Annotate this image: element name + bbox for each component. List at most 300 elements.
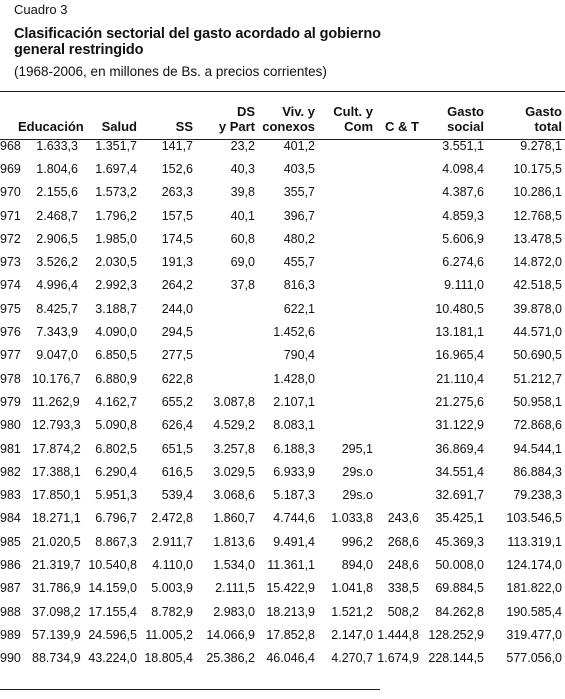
table-cell: 2.911,7 bbox=[152, 534, 193, 549]
row-year: 987 bbox=[0, 581, 21, 596]
column-header-line1: C & T bbox=[385, 119, 419, 134]
table-cell bbox=[0, 507, 86, 530]
table-cell: 4.098,4 bbox=[442, 161, 484, 176]
table-cell: 243,6 bbox=[387, 511, 419, 526]
table-cell bbox=[0, 414, 86, 437]
table-cell: 1.033,8 bbox=[331, 511, 373, 526]
table-cell: 11.005,2 bbox=[145, 627, 193, 642]
table-cell: 29s.o bbox=[342, 488, 373, 503]
table-cell: 124.174,0 bbox=[506, 557, 562, 572]
table-cell: 152,6 bbox=[161, 161, 193, 176]
table-cell: 4.529,2 bbox=[213, 418, 255, 433]
table-cell bbox=[0, 320, 86, 343]
row-year: 986 bbox=[0, 557, 21, 572]
table-row bbox=[0, 414, 565, 437]
table-cell: 113.319,1 bbox=[507, 534, 562, 549]
table-cell: 190.585,4 bbox=[506, 604, 562, 619]
table-cell bbox=[0, 344, 86, 367]
table-cell: 39.878,0 bbox=[513, 301, 562, 316]
table-cell bbox=[318, 227, 376, 250]
table-row bbox=[0, 623, 565, 646]
table-row bbox=[0, 507, 565, 530]
table-cell bbox=[376, 367, 422, 390]
table-cell: 396,7 bbox=[283, 208, 315, 223]
table-row bbox=[0, 367, 565, 390]
table-cell: 319.477,0 bbox=[506, 627, 562, 642]
table-row bbox=[0, 320, 565, 343]
row-year: 978 bbox=[0, 371, 21, 386]
cell-value: 18.271,1 bbox=[32, 511, 81, 526]
table-cell: 25.386,2 bbox=[206, 651, 255, 666]
table-cell: 539,4 bbox=[161, 488, 193, 503]
table-cell: 13.478,5 bbox=[513, 231, 562, 246]
cell-value: 88.734,9 bbox=[32, 651, 81, 666]
table-cell: 29s.o bbox=[342, 464, 373, 479]
row-year: 985 bbox=[0, 534, 21, 549]
table-cell bbox=[318, 157, 376, 180]
table-cell bbox=[318, 344, 376, 367]
table-row bbox=[0, 577, 565, 600]
table-cell: 622,1 bbox=[283, 301, 315, 316]
table-cell bbox=[0, 157, 86, 180]
table-cell: 6.290,4 bbox=[95, 464, 137, 479]
table-row bbox=[0, 134, 565, 157]
table-cell bbox=[376, 181, 422, 204]
table-cell: 1.444,8 bbox=[377, 627, 419, 642]
table-cell bbox=[318, 320, 376, 343]
table-cell: 34.551,4 bbox=[435, 464, 484, 479]
cell-value: 1.633,3 bbox=[36, 138, 78, 153]
table-cell: 6.796,7 bbox=[95, 511, 137, 526]
table-cell: 228.144,5 bbox=[428, 651, 484, 666]
row-year: 982 bbox=[0, 464, 21, 479]
row-year: 968 bbox=[0, 138, 21, 153]
column-header-line2: Com bbox=[344, 119, 373, 134]
table-cell bbox=[376, 390, 422, 413]
table-row bbox=[0, 647, 565, 670]
table-cell: 6.850,5 bbox=[95, 348, 137, 363]
table-row bbox=[0, 344, 565, 367]
row-year: 975 bbox=[0, 301, 21, 316]
table-cell: 5.951,3 bbox=[95, 488, 137, 503]
table-cell bbox=[0, 274, 86, 297]
table-cell: 14.872,0 bbox=[513, 255, 562, 270]
row-year: 989 bbox=[0, 627, 21, 642]
table-cell: 6.933,9 bbox=[273, 464, 315, 479]
table-row bbox=[0, 530, 565, 553]
table-cell: 3.029,5 bbox=[213, 464, 255, 479]
table-cell: 11.361,1 bbox=[267, 557, 315, 572]
table-cell: 6.880,9 bbox=[95, 371, 137, 386]
table-row bbox=[0, 390, 565, 413]
table-cell bbox=[0, 227, 86, 250]
column-header bbox=[258, 96, 318, 134]
table-cell: 14.066,9 bbox=[206, 627, 255, 642]
row-year: 974 bbox=[0, 278, 21, 293]
table-cell bbox=[318, 134, 376, 157]
column-header-line1: Cult. y bbox=[333, 104, 373, 119]
table-cell bbox=[0, 134, 86, 157]
table-cell: 6.802,5 bbox=[95, 441, 137, 456]
cell-value: 17.874,2 bbox=[32, 441, 81, 456]
table-cell: 32.691,7 bbox=[435, 488, 484, 503]
table-cell: 14.159,0 bbox=[88, 581, 137, 596]
table-row bbox=[0, 483, 565, 506]
row-year: 973 bbox=[0, 255, 21, 270]
row-year: 976 bbox=[0, 325, 21, 340]
table-cell: 616,5 bbox=[161, 464, 193, 479]
table-cell: 9.278,1 bbox=[520, 138, 562, 153]
table-cell: 3.087,8 bbox=[213, 394, 255, 409]
cell-value: 4.996,4 bbox=[36, 278, 78, 293]
cell-value: 17.850,1 bbox=[32, 488, 81, 503]
table-cell: 4.859,3 bbox=[442, 208, 484, 223]
table-cell: 4.270,7 bbox=[331, 651, 373, 666]
table-cell bbox=[376, 344, 422, 367]
table-cell: 338,5 bbox=[387, 581, 419, 596]
row-year: 983 bbox=[0, 488, 21, 503]
table-cell: 50.690,5 bbox=[513, 348, 562, 363]
table-cell: 4.090,0 bbox=[95, 325, 137, 340]
table-cell: 1.985,0 bbox=[95, 231, 137, 246]
table-cell: 1.674,9 bbox=[377, 651, 419, 666]
table-cell: 2.111,5 bbox=[215, 581, 255, 596]
column-header bbox=[376, 96, 422, 134]
table-cell: 35.425,1 bbox=[435, 511, 484, 526]
table-cell: 10.286,1 bbox=[513, 185, 562, 200]
table-cell: 40,3 bbox=[230, 161, 255, 176]
row-year: 984 bbox=[0, 511, 21, 526]
column-header-line1: Viv. y bbox=[282, 104, 315, 119]
table-cell: 577.056,0 bbox=[506, 651, 562, 666]
table-cell bbox=[318, 390, 376, 413]
table-row bbox=[0, 460, 565, 483]
table-cell: 264,2 bbox=[161, 278, 193, 293]
table-row bbox=[0, 600, 565, 623]
cell-value: 10.176,7 bbox=[32, 371, 81, 386]
column-header bbox=[487, 96, 565, 134]
table-cell: 10.540,8 bbox=[88, 557, 137, 572]
table-cell: 13.181,1 bbox=[435, 325, 484, 340]
column-header-line2: conexos bbox=[262, 119, 315, 134]
cell-value: 2.906,5 bbox=[36, 231, 78, 246]
table-cell: 480,2 bbox=[283, 231, 315, 246]
table-cell: 157,5 bbox=[161, 208, 193, 223]
table-cell: 50.958,1 bbox=[513, 394, 562, 409]
table-cell: 24.596,5 bbox=[88, 627, 137, 642]
table-row bbox=[0, 204, 565, 227]
table-cell: 10.175,5 bbox=[513, 161, 562, 176]
table-cell bbox=[196, 344, 258, 367]
table-cell bbox=[376, 297, 422, 320]
cell-value: 11.262,9 bbox=[32, 394, 80, 409]
table-cell: 12.768,5 bbox=[513, 208, 562, 223]
table-cell: 50.008,0 bbox=[435, 557, 484, 572]
table-cell: 894,0 bbox=[341, 557, 373, 572]
column-header-line2: social bbox=[447, 119, 484, 134]
table-title bbox=[14, 26, 381, 58]
table-cell bbox=[0, 460, 86, 483]
table-cell: 21.110,4 bbox=[436, 371, 484, 386]
table-body bbox=[0, 134, 565, 670]
table-cell: 79.238,3 bbox=[513, 488, 562, 503]
table-cell: 1.428,0 bbox=[273, 371, 315, 386]
column-header bbox=[0, 96, 86, 134]
table-cell: 44.571,0 bbox=[513, 325, 562, 340]
table-cell: 86.884,3 bbox=[513, 464, 562, 479]
cell-value: 21.020,5 bbox=[32, 534, 81, 549]
bottom-rule bbox=[0, 689, 380, 690]
column-header-line1: Salud bbox=[101, 119, 137, 134]
table-cell: 1.452,6 bbox=[273, 325, 315, 340]
column-header-line1: Gasto bbox=[525, 104, 562, 119]
table-cell bbox=[376, 157, 422, 180]
table-cell: 39,8 bbox=[230, 185, 255, 200]
table-cell: 1.521,2 bbox=[331, 604, 373, 619]
table-cell: 37,8 bbox=[230, 278, 255, 293]
table-cell bbox=[0, 577, 86, 600]
table-row bbox=[0, 297, 565, 320]
table-cell bbox=[318, 181, 376, 204]
cell-value: 2.468,7 bbox=[36, 208, 78, 223]
cell-value: 1.804,6 bbox=[36, 161, 78, 176]
table-cell: 1.351,7 bbox=[95, 138, 137, 153]
table-cell: 3.551,1 bbox=[442, 138, 484, 153]
table-cell: 45.369,3 bbox=[435, 534, 484, 549]
table-cell: 2.992,3 bbox=[95, 278, 137, 293]
table-cell bbox=[376, 134, 422, 157]
column-header-line1: Gasto bbox=[447, 104, 484, 119]
table-cell: 355,7 bbox=[283, 185, 315, 200]
table-cell: 46.046,4 bbox=[266, 651, 315, 666]
table-cell bbox=[0, 204, 86, 227]
row-year: 971 bbox=[0, 208, 21, 223]
table-subtitle: (1968-2006, en millones de Bs. a precios corrientes) bbox=[14, 64, 327, 79]
table-cell: 8.867,3 bbox=[95, 534, 137, 549]
table-cell bbox=[376, 274, 422, 297]
cell-value: 7.343,9 bbox=[36, 325, 78, 340]
table-cell: 4.162,7 bbox=[95, 394, 137, 409]
table-cell bbox=[0, 181, 86, 204]
table-cell bbox=[376, 460, 422, 483]
table-title-line1: Clasificación sectorial del gasto acordado al gobierno bbox=[14, 26, 381, 42]
table-cell bbox=[196, 297, 258, 320]
cell-value: 3.526,2 bbox=[36, 255, 78, 270]
table-cell bbox=[0, 367, 86, 390]
table-cell bbox=[0, 600, 86, 623]
table-cell: 72.868,6 bbox=[513, 418, 562, 433]
table-header-row bbox=[0, 96, 565, 134]
table-cell: 43.224,0 bbox=[88, 651, 137, 666]
column-header bbox=[318, 96, 376, 134]
table-cell: 2.983,0 bbox=[213, 604, 255, 619]
table-cell: 69.884,5 bbox=[435, 581, 484, 596]
cell-value: 57.139,9 bbox=[32, 627, 81, 642]
table-cell: 651,5 bbox=[161, 441, 193, 456]
cell-value: 17.388,1 bbox=[32, 464, 81, 479]
cell-value: 21.319,7 bbox=[32, 557, 81, 572]
table-cell bbox=[376, 250, 422, 273]
table-cell: 622,8 bbox=[161, 371, 193, 386]
column-header-line1: Educación bbox=[18, 119, 84, 134]
table-cell: 1.813,6 bbox=[213, 534, 255, 549]
table-cell bbox=[196, 320, 258, 343]
row-year: 980 bbox=[0, 418, 21, 433]
table-cell bbox=[318, 414, 376, 437]
table-cell: 790,4 bbox=[283, 348, 315, 363]
table-cell bbox=[196, 367, 258, 390]
table-cell: 17.155,4 bbox=[88, 604, 137, 619]
row-year: 972 bbox=[0, 231, 21, 246]
table-cell: 626,4 bbox=[161, 418, 193, 433]
table-cell: 9.491,4 bbox=[273, 534, 315, 549]
table-cell: 655,2 bbox=[161, 394, 193, 409]
table-cell: 1.534,0 bbox=[213, 557, 255, 572]
table-cell bbox=[0, 437, 86, 460]
table-cell bbox=[376, 414, 422, 437]
table-row bbox=[0, 274, 565, 297]
table-row bbox=[0, 437, 565, 460]
table-cell: 5.606,9 bbox=[442, 231, 484, 246]
table-cell: 42.518,5 bbox=[513, 278, 562, 293]
column-header bbox=[86, 96, 140, 134]
table-cell: 5.187,3 bbox=[273, 488, 315, 503]
table-cell: 455,7 bbox=[283, 255, 315, 270]
table-cell bbox=[376, 483, 422, 506]
table-cell: 9.111,0 bbox=[444, 278, 484, 293]
table-cell: 4.387,6 bbox=[442, 185, 484, 200]
table-cell: 248,6 bbox=[387, 557, 419, 572]
table-row bbox=[0, 181, 565, 204]
table-cell: 15.422,9 bbox=[266, 581, 315, 596]
top-rule bbox=[0, 91, 565, 92]
table-cell: 103.546,5 bbox=[506, 511, 562, 526]
table-cell bbox=[318, 274, 376, 297]
row-year: 977 bbox=[0, 348, 21, 363]
table-cell: 191,3 bbox=[161, 255, 193, 270]
table-cell: 244,0 bbox=[161, 301, 193, 316]
table-cell bbox=[0, 553, 86, 576]
column-header bbox=[422, 96, 487, 134]
table-cell: 8.782,9 bbox=[151, 604, 193, 619]
table-cell: 2.030,5 bbox=[95, 255, 137, 270]
table-cell: 40,1 bbox=[230, 208, 255, 223]
table-cell: 2.472,8 bbox=[151, 511, 193, 526]
table-cell: 1.573,2 bbox=[95, 185, 137, 200]
table-cell bbox=[318, 367, 376, 390]
table-cell: 1.697,4 bbox=[95, 161, 137, 176]
table-cell bbox=[0, 530, 86, 553]
cell-value: 9.047,0 bbox=[36, 348, 78, 363]
table-cell bbox=[0, 623, 86, 646]
column-header-line1: DS bbox=[236, 104, 255, 119]
table-cell: 3.257,8 bbox=[213, 441, 255, 456]
table-cell: 3.188,7 bbox=[95, 301, 137, 316]
table-cell: 23,2 bbox=[230, 138, 255, 153]
row-year: 981 bbox=[0, 441, 21, 456]
table-row bbox=[0, 227, 565, 250]
table-cell bbox=[0, 390, 86, 413]
table-cell: 5.090,8 bbox=[95, 418, 137, 433]
table-cell: 1.860,7 bbox=[213, 511, 255, 526]
cell-value: 8.425,7 bbox=[36, 301, 78, 316]
table-cell bbox=[0, 250, 86, 273]
cell-value: 37.098,2 bbox=[32, 604, 81, 619]
table-cell: 94.544,1 bbox=[513, 441, 562, 456]
table-label: Cuadro 3 bbox=[14, 2, 68, 17]
table-cell: 6.188,3 bbox=[273, 441, 315, 456]
table-row bbox=[0, 157, 565, 180]
table-cell: 268,6 bbox=[387, 534, 419, 549]
table-cell bbox=[376, 320, 422, 343]
table-title-line2: general restringido bbox=[14, 42, 144, 58]
table-cell bbox=[318, 250, 376, 273]
table-cell: 2.107,1 bbox=[273, 394, 315, 409]
column-header bbox=[196, 96, 258, 134]
table-cell: 174,5 bbox=[161, 231, 193, 246]
row-year: 979 bbox=[0, 394, 21, 409]
table-cell: 3.068,6 bbox=[213, 488, 255, 503]
table-cell: 401,2 bbox=[283, 138, 315, 153]
table-cell: 1.041,8 bbox=[331, 581, 373, 596]
row-year: 970 bbox=[0, 185, 21, 200]
table-cell: 403,5 bbox=[283, 161, 315, 176]
table-cell: 18.213,9 bbox=[266, 604, 315, 619]
table-cell: 4.744,6 bbox=[273, 511, 315, 526]
table-cell: 508,2 bbox=[387, 604, 419, 619]
table-cell: 16.965,4 bbox=[435, 348, 484, 363]
table-cell: 69,0 bbox=[230, 255, 255, 270]
table-cell: 263,3 bbox=[161, 185, 193, 200]
table-cell: 8.083,1 bbox=[273, 418, 315, 433]
cell-value: 31.786,9 bbox=[32, 581, 81, 596]
table-cell: 128.252,9 bbox=[428, 627, 484, 642]
table-cell: 295,1 bbox=[341, 441, 373, 456]
column-header bbox=[140, 96, 196, 134]
table-cell: 1.796,2 bbox=[95, 208, 137, 223]
table-cell bbox=[376, 227, 422, 250]
table-row bbox=[0, 250, 565, 273]
row-year: 990 bbox=[0, 651, 21, 666]
table-cell: 10.480,5 bbox=[435, 301, 484, 316]
table-cell: 996,2 bbox=[341, 534, 373, 549]
column-header-line1: SS bbox=[175, 119, 193, 134]
table-cell: 36.869,4 bbox=[435, 441, 484, 456]
table-cell: 294,5 bbox=[161, 325, 193, 340]
table-cell bbox=[376, 437, 422, 460]
table-cell bbox=[0, 297, 86, 320]
table-cell: 6.274,6 bbox=[442, 255, 484, 270]
table-cell: 84.262,8 bbox=[435, 604, 484, 619]
data-table bbox=[0, 96, 565, 670]
table-cell: 181.822,0 bbox=[506, 581, 562, 596]
table-row bbox=[0, 553, 565, 576]
table-cell: 2.147,0 bbox=[331, 627, 373, 642]
table-cell: 18.805,4 bbox=[144, 651, 193, 666]
table-cell: 21.275,6 bbox=[435, 394, 484, 409]
table-cell: 17.852,8 bbox=[266, 627, 315, 642]
column-header-line2: y Part bbox=[218, 119, 255, 134]
table-cell bbox=[318, 204, 376, 227]
table-cell: 31.122,9 bbox=[435, 418, 484, 433]
cell-value: 12.793,3 bbox=[32, 418, 81, 433]
table-cell: 277,5 bbox=[161, 348, 193, 363]
table-cell bbox=[0, 483, 86, 506]
table-cell: 141,7 bbox=[161, 138, 193, 153]
table-cell: 4.110,0 bbox=[152, 557, 193, 572]
cell-value: 2.155,6 bbox=[36, 185, 78, 200]
table-cell bbox=[376, 204, 422, 227]
